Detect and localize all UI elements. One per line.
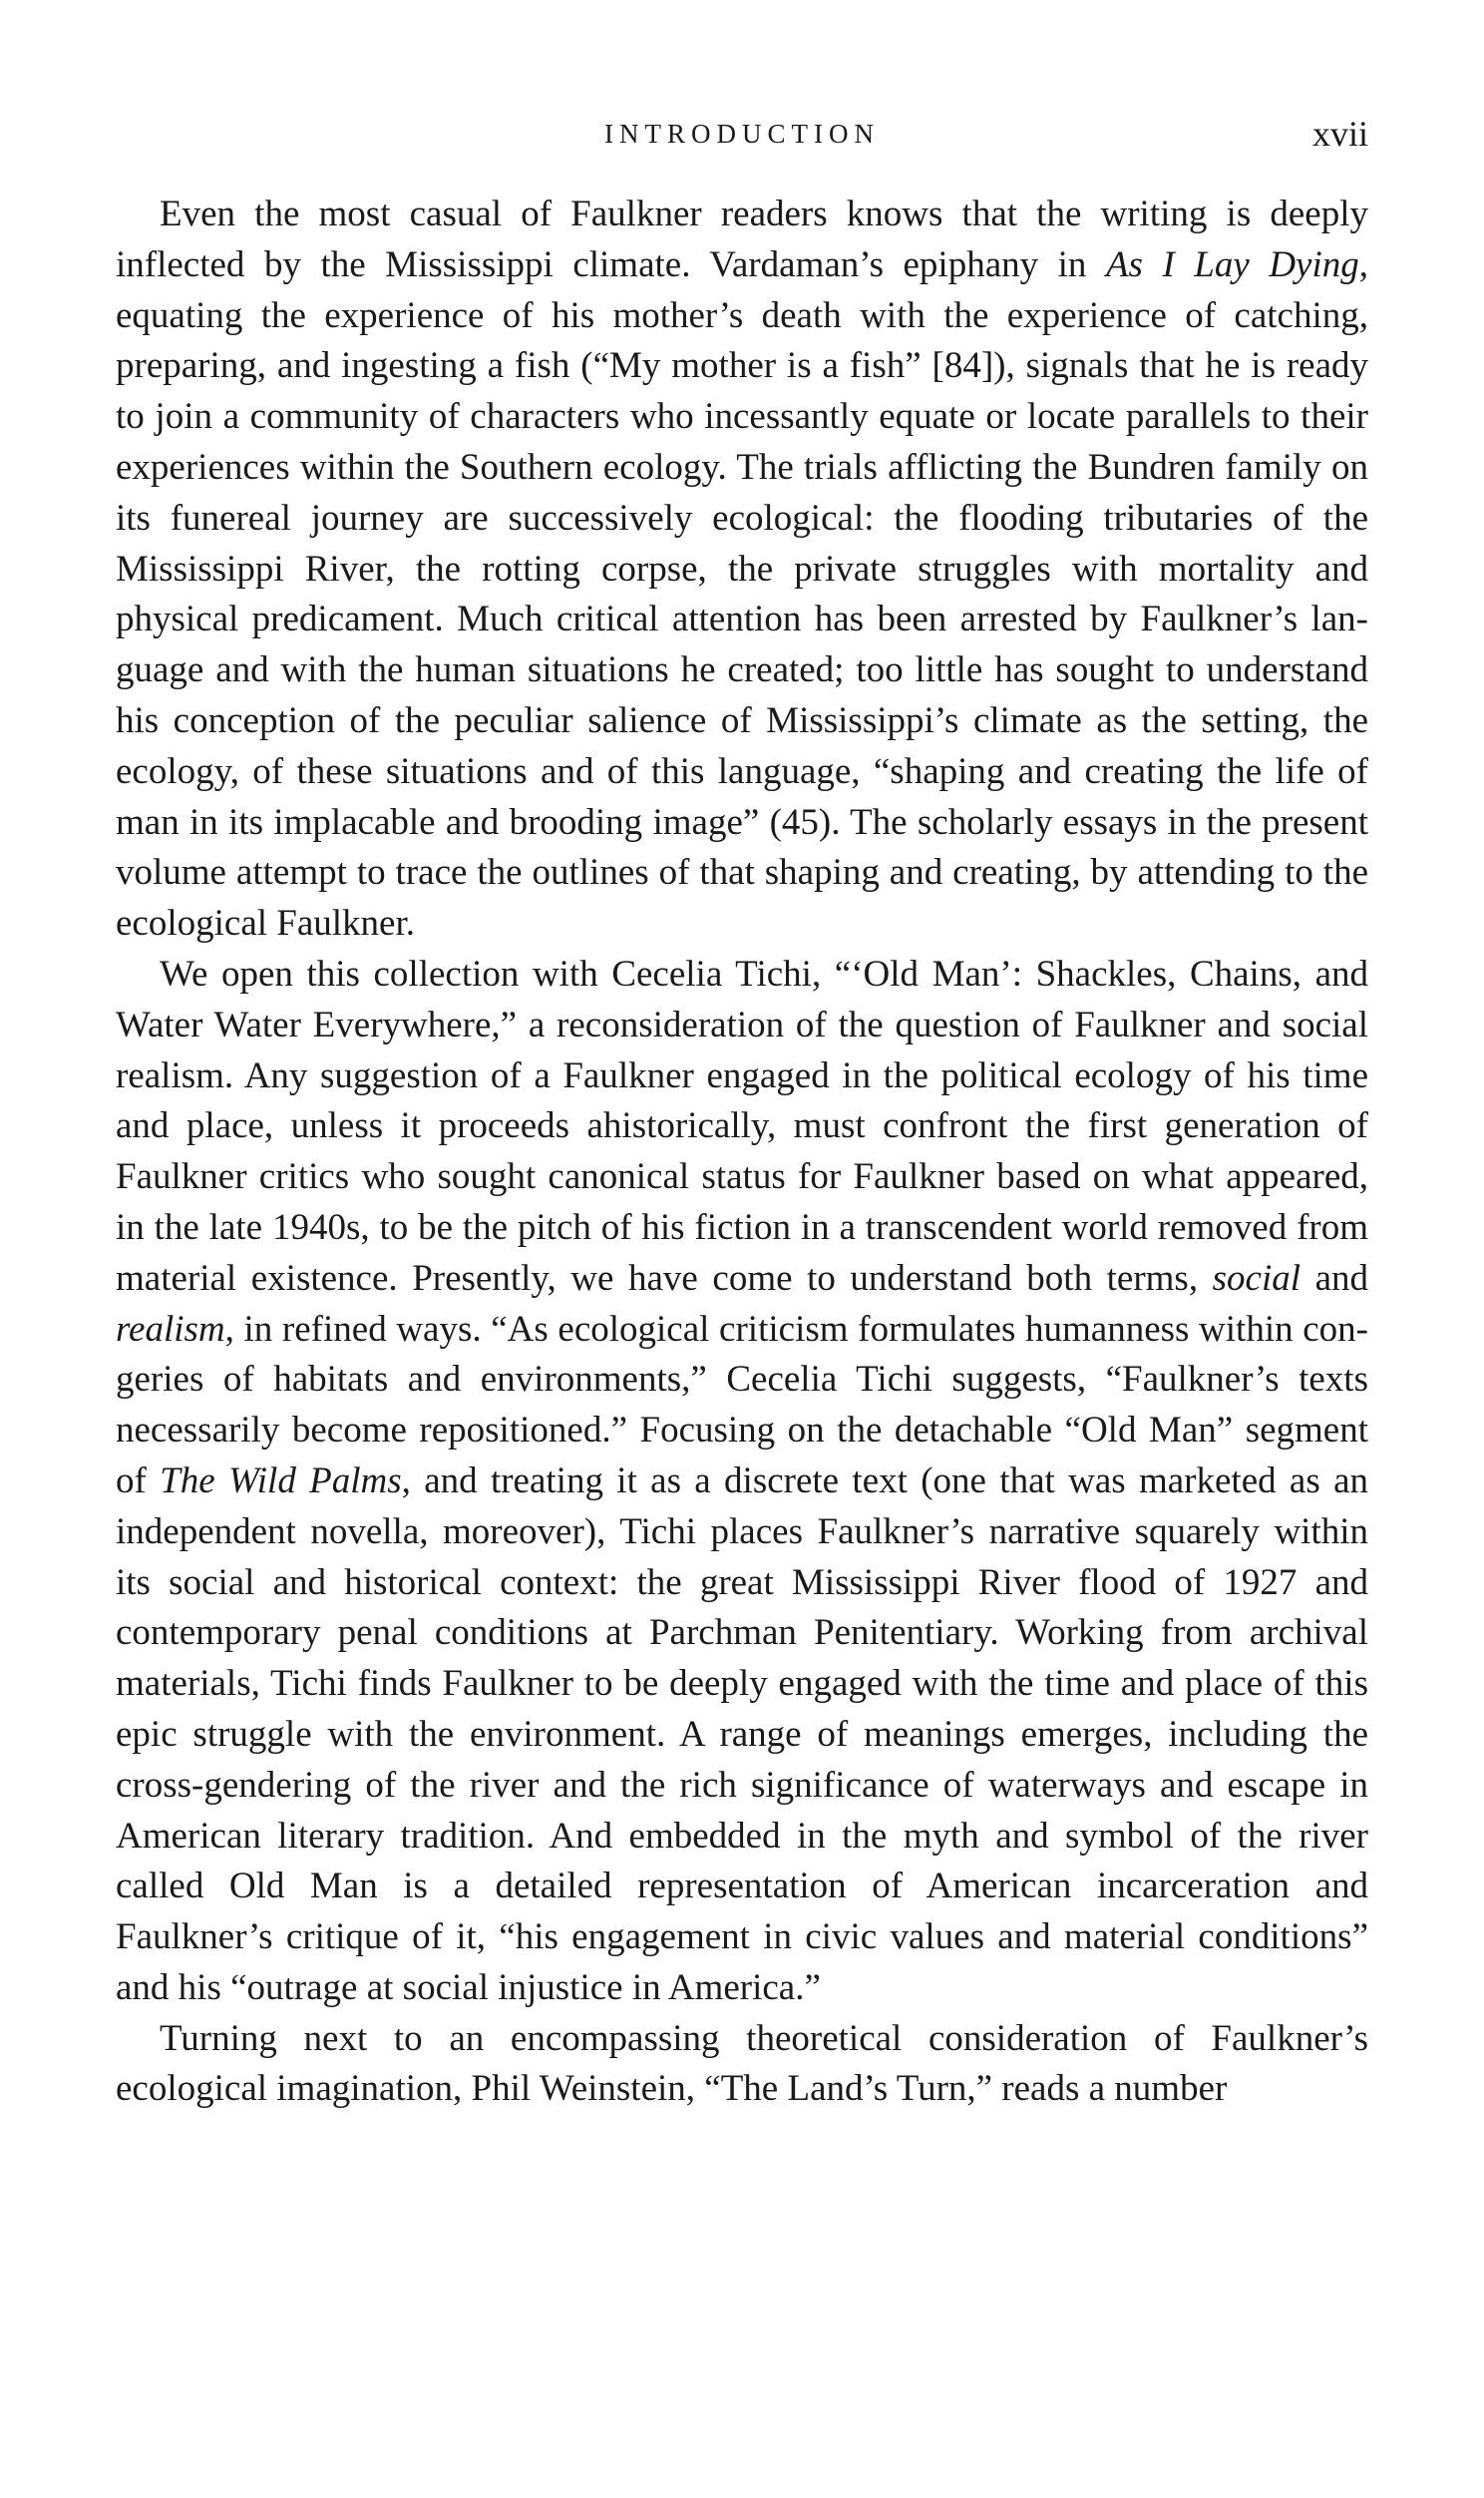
paragraph-2 [116,950,1368,2014]
text-segment: , in refined ways. “As ecological criticism formulates humanness within congeries of habitats and environments,” Cecelia Tichi suggests, “Faulkner’s texts necessarily become repositioned.” Focusing on the detachable “Old Man” segment of [116,1308,1368,1501]
text-segment: Even the most casual of Faulkner readers knows that the writing is deeply inflected by the Mississippi climate. Vardaman’s epiphany in [116,194,1368,285]
paragraph-1 [116,190,1368,950]
paragraph-3 [116,2014,1368,2116]
term-social: social [1212,1257,1301,1299]
text-segment: , equating the experience of his mother’s death with the experience of catching, preparing, and ingesting a fish (“My mother is a fish” [84]), signals that he is ready to join a community of characters who incessantly equate or locate parallels to their experiences within the Southern ecology. The trials afflicting the Bundren family on its funereal journey are successively ecological: the flooding tributaries of the Mississippi River, the rotting corpse, the private struggles with mortality and physical predicament. Much critical attention has been arrested by Faulkner’s language and with the human situations he created; too little has sought to understand his conception of the peculiar salience of Mississippi’s climate as the setting, the ecology, of these situations and of this language, “shaping and creating the life of man in its implacable and brooding image” (45). The scholarly essays in the present volume attempt to trace the outlines of that shaping and creating, by attending to the ecological Faulkner. [116,243,1368,945]
running-head [116,108,1368,160]
book-title-as-i-lay-dying: As I Lay Dying [1105,243,1359,285]
text-segment: We open this collection with Cecelia Tichi, “‘Old Man’: Shackles, Chains, and Water Water Everywhere,” a reconsideration of the question of Faulkner and social realism. Any suggestion of a Faulkner engaged in the political ecology of his time and place, unless it proceeds ahistorically, must confront the first generation of Faulkner critics who sought canonical status for Faulkner based on what appeared, in the late 1940s, to be the pitch of his fiction in a transcendent world removed from material existence. Presently, we have come to understand both terms, [116,953,1368,1299]
running-title: INTRODUCTION [604,119,880,149]
text-segment: and [1300,1257,1368,1299]
body-text [116,190,1368,2115]
term-realism: realism [116,1308,225,1350]
book-page [116,108,1368,2115]
text-segment: Turning next to an encompassing theoretical consideration of Faulkner’s ecological imagination, Phil Weinstein, “The Land’s Turn,” reads a number [116,2017,1368,2110]
page-number: xvii [1311,114,1368,154]
book-title-the-wild-palms: The Wild Palms [160,1459,402,1501]
text-segment: , and treating it as a discrete text (one that was marketed as an independent novella, moreover), Tichi places Faulkner’s narrative squarely within its social and historical context: the great Mississippi River flood of 1927 and contemporary penal conditions at Parchman Penitentiary. Working from archival materials, Tichi finds Faulkner to be deeply engaged with the time and place of this epic struggle with the environment. A range of meanings emerges, including the cross-gendering of the river and the rich significance of waterways and escape in American literary tradition. And embedded in the myth and symbol of the river called Old Man is a detailed representation of American incarceration and Faulkner’s critique of it, “his engagement in civic values and material conditions” and his “outrage at social injustice in America.” [116,1459,1368,2008]
